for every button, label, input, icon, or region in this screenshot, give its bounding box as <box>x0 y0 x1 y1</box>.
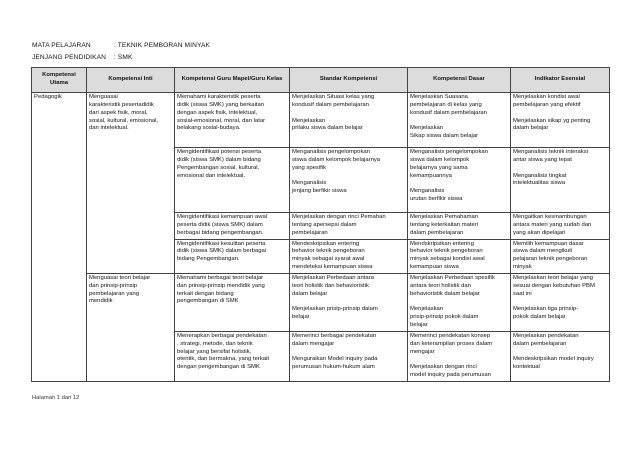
subject-value: : TEKNIK PEMBORAN MINYAK <box>114 42 210 49</box>
standar-cell: Mendeskripsikan entering behavior teknik pengeboran minyak sebagai syarat awal mendeteksi kemampuan siswa <box>290 239 408 273</box>
level-value: : SMK <box>114 54 133 61</box>
table-row <box>32 93 610 148</box>
kompetensi-inti-cell: Menguasai teori belajar dan prinsip-prinsip pembelajaran yang mendidik <box>87 273 175 381</box>
subject-label: MATA PELAJARAN <box>32 42 91 49</box>
level-label: JENJANG PENDIDIKAN <box>32 54 106 61</box>
indikator-cell: Menjelaskan kondisi awal pembelajaran yang efektif Menjelaskan sikap yg penting dalam belajar <box>511 93 610 148</box>
guru-cell: Memahami karakteristik peserta didik (siswa SMK) yang berkaitan dengan aspek fisik, intelektual, sosial-emosional, moral, dan latar belakang sosial-budaya. <box>175 93 290 148</box>
dasar-cell: Mendskripsikan entering behavior teknik pengeboran minyak sebagai kondisi awal kemampuan siswa <box>408 239 511 273</box>
standar-cell: Memerinci berbagai pendekatan dalam mengajar Menguraikan Model inquiry pada perumusan hukum-hukum alam <box>290 331 408 381</box>
subject-line <box>32 42 210 49</box>
dasar-cell: Menjelaskan Suasana pembelajaran di kelas yang kondusif dalam pembelajaran Menjelaskan Sikap siswa dalam belajar <box>408 93 511 148</box>
dasar-cell: Menjelaskan Pemahaman tentang keterkaitan materi dalam pembelajaran <box>408 213 511 240</box>
indikator-cell: Menganalisis teknik interaksi antar siswa yang tepat Menganalisis tingkat intelektualitas siswa <box>511 148 610 213</box>
col-kompetensi-utama: Kompetensi Utama <box>32 68 87 93</box>
standar-cell: Menjelaskan Perbedaan antara teori holistik dan behavioristik dalam belajar Menjelaskan prisip-prinsip dalam belajar <box>290 273 408 331</box>
col-indikator-esensial: Indikator Esensial <box>511 68 610 93</box>
competency-table <box>31 67 610 382</box>
indikator-cell: Mengaitkan kesinambungan antara materi yang sudah dan yang akan dipelajari <box>511 213 610 240</box>
guru-cell: Memahami berbagai teori belajar dan prinsip-prinsip mendidik yang terkait dengan bidang pengembangan di SMK <box>175 273 290 331</box>
table-header-row <box>32 68 610 93</box>
dasar-cell: Menganalisis pengelompokan siswa dalam kelompok belajarnya yang sama kemampuannya Menganalisis urutan berfikir siswa <box>408 148 511 213</box>
col-kompetensi-guru: Kompetensi Guru Mapel/Guru Kelas <box>175 68 290 93</box>
table-row <box>32 273 610 331</box>
level-line <box>32 54 132 61</box>
kompetensi-utama-cell: Pedagogik <box>32 93 87 382</box>
standar-cell: Menganalisis pengelompokan siswa dalam kelompok belajarnya yang spesifik Menganalisis jenjang berfikir siswa <box>290 148 408 213</box>
dasar-cell: Menjelaskan Perbedaan spesifik antara teori holistik dan behavioristik dalam belajar Menjelaskan prisip-prinsip pokok dalam belajar <box>408 273 511 331</box>
kompetensi-inti-cell: Menguasai karakteristik pesertadidik dari aspek fisik, moral, sosial, kultural, emosional, dan intelektual. <box>87 93 175 274</box>
guru-cell: Mengidentifikasi kemampuan awal peserta didik (siswa SMK) dalam berbagai bidang pengembangan. <box>175 213 290 240</box>
col-standar-kompetensi: Standar Kompetensi <box>290 68 408 93</box>
standar-cell: Menjelaskan Situasi kelas yang kondusif dalam pembelajaran Menjelaskan prilaku siswa dalam belajar <box>290 93 408 148</box>
guru-cell: Menerapkan berbagai pendekatan , strategi, metode, dan teknik belajar yang bersifat holistik, otentik, dan bermakna, yang terkait dengan pengembangan di SMK <box>175 331 290 381</box>
indikator-cell: Menjelaskan teori belajar yang sesuai dengan kebutuhan PBM saat ini Menjelaskan tiga prinsip- pokok dalam belajar <box>511 273 610 331</box>
dasar-cell: Memerinci pendekatan konsep dan keterampilan proses dalam mengajar Menjelaskan dengan rinci model inquiry pada perumusan <box>408 331 511 381</box>
col-kompetensi-inti: Kompetensi Inti <box>87 68 175 93</box>
col-kompetensi-dasar: Kompetensi Dasar <box>408 68 511 93</box>
page-number: Halaman 1 dari 12 <box>32 395 80 401</box>
standar-cell: Menjelaskan dengan rinci Pemahan tentang apersepsi dalam pembelajaran <box>290 213 408 240</box>
guru-cell: Mengidentifikasi kesulitan peserta didik (siswa SMK) dalam berbagai bidang Pengembangan. <box>175 239 290 273</box>
indikator-cell: Menjelaskan pendekatan dalam pembelajaran Mendeskripsikan model inquiry kontektual <box>511 331 610 381</box>
guru-cell: Mengidentifikasi potensi peserta didik (siswa SMK) dalam bidang Pengembangan sosial, kultural, emosional dan intelektual. <box>175 148 290 213</box>
indikator-cell: Memilih kemampuan dasar siswa dalam mengikuti pelajaran teknik pengeboran minyak <box>511 239 610 273</box>
